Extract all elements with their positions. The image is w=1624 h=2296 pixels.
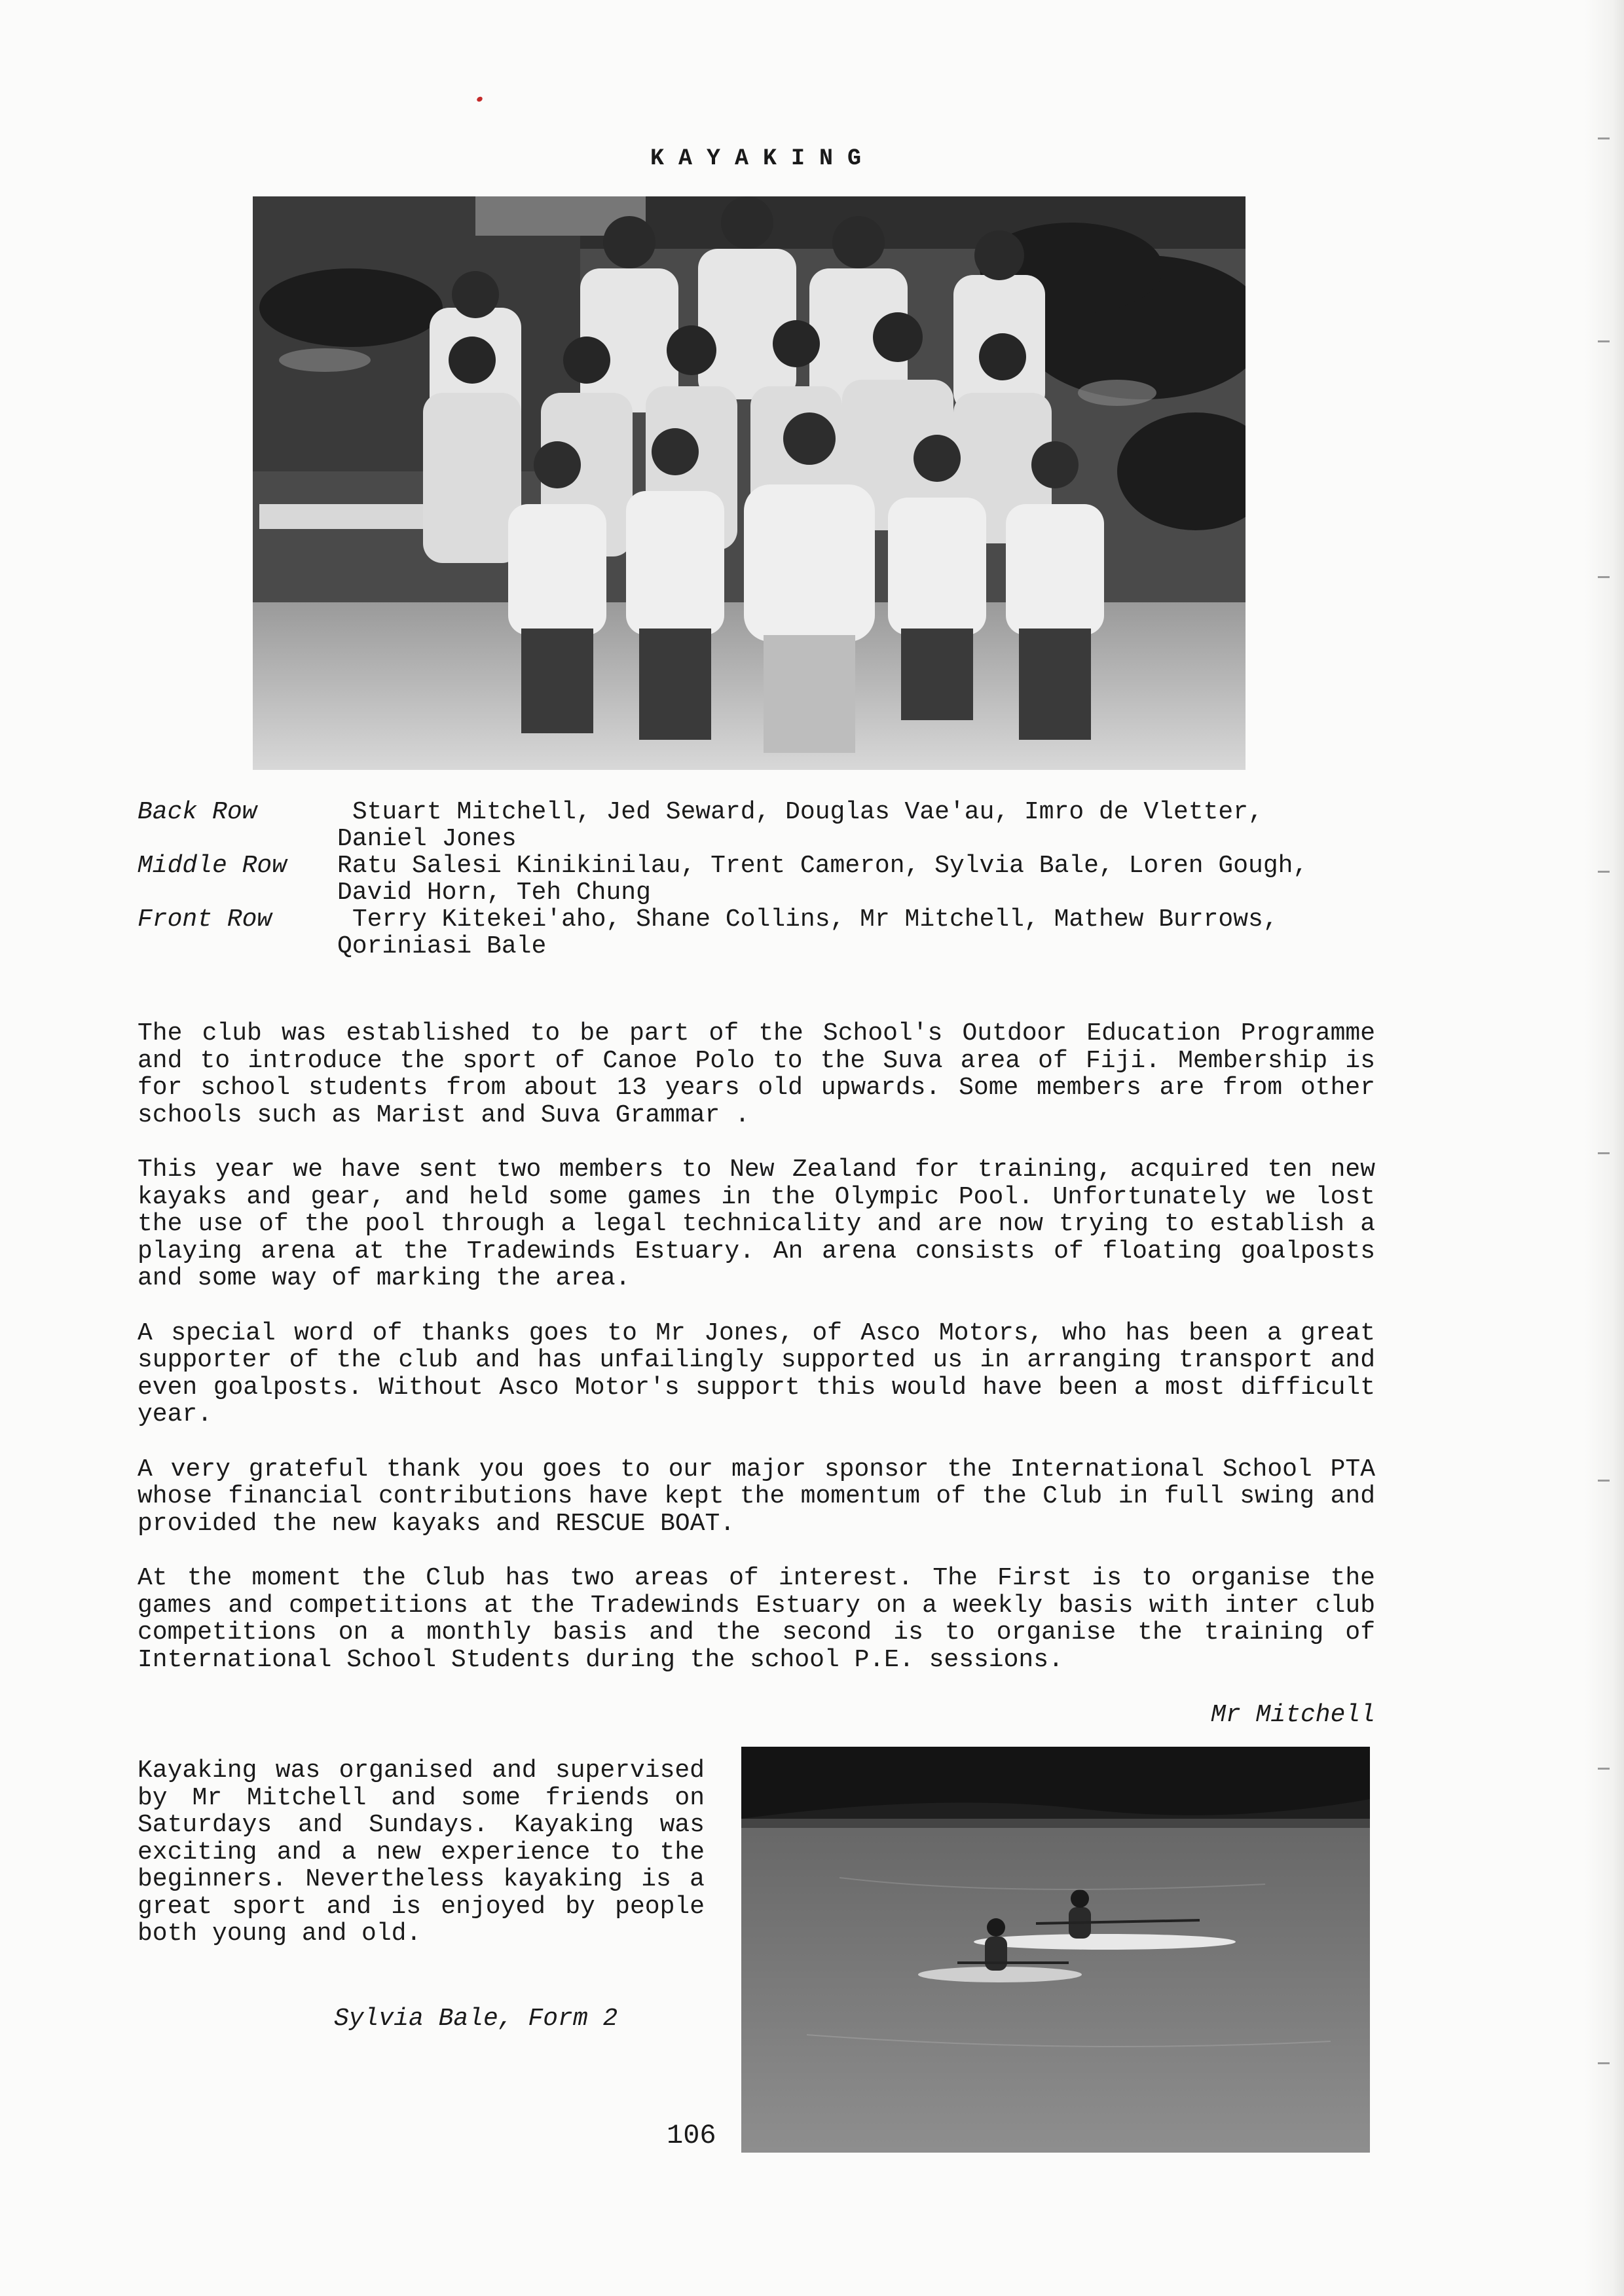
page-title: KAYAKING (650, 145, 876, 172)
caption-label: Back Row (138, 798, 257, 826)
kayak-photo (741, 1747, 1370, 2153)
caption-row-front (138, 906, 1382, 960)
caption-names: Stuart Mitchell, Jed Seward, Douglas Vae'au, Imro de Vletter, Daniel Jones (337, 798, 1263, 853)
student-author: Sylvia Bale, Form 2 (334, 2005, 618, 2033)
photo-caption (138, 799, 1382, 960)
caption-label: Front Row (138, 905, 272, 934)
scanned-page-edge (1585, 0, 1624, 2296)
paragraph: This year we have sent two members to New Zealand for training, acquired ten new kayaks and gear, and held some games in the Olympic Pool. Unfortunately we lost the use of the pool through a legal technicality and are now trying to establish a playing arena at the Tradewinds Estuary. An arena consists of floating goalposts and some way of marking the area. (138, 1156, 1375, 1292)
paragraph: The club was established to be part of the School's Outdoor Education Programme and to introduce the sport of Canoe Polo to the Suva area of Fiji. Membership is for school students from about 13 years old upwards. Some members are from other schools such as Marist and Suva Grammar . (138, 1019, 1375, 1129)
page-number: 106 (667, 2120, 716, 2151)
paragraph: At the moment the Club has two areas of interest. The First is to organise the games and competitions at the Tradewinds Estuary on a weekly basis with inter club competitions on a monthly basis and the second is to organise the training of International School Students during the school P.E. sessions. (138, 1564, 1375, 1674)
article-author: Mr Mitchell (1211, 1701, 1375, 1729)
paragraph: A special word of thanks goes to Mr Jones, of Asco Motors, who has been a great supporter of the club and has unfailingly supported us in arranging transport and even goalposts. Without Asco Motor's support this would have been a most difficult year. (138, 1319, 1375, 1429)
student-article: Kayaking was organised and supervised by Mr Mitchell and some friends on Saturdays and Sundays. Kayaking was exciting and a new experience to the beginners. Nevertheless kayaking is a great sport and is enjoyed by people both young and old. (138, 1757, 705, 1948)
article-body (138, 1020, 1375, 1701)
ink-speck (476, 96, 483, 103)
caption-row-middle (138, 852, 1382, 906)
paragraph: A very grateful thank you goes to our major sponsor the International School PTA whose financial contributions have kept the momentum of the Club in full swing and provided the new kayaks and RESCUE BOAT. (138, 1455, 1375, 1538)
caption-names: Terry Kitekei'aho, Shane Collins, Mr Mitchell, Mathew Burrows, Qoriniasi Bale (337, 905, 1278, 960)
caption-row-back (138, 799, 1382, 852)
caption-names: Ratu Salesi Kinikinilau, Trent Cameron, Sylvia Bale, Loren Gough, David Horn, Teh Chung (337, 852, 1308, 907)
caption-label: Middle Row (138, 852, 287, 880)
group-photo (253, 196, 1246, 770)
